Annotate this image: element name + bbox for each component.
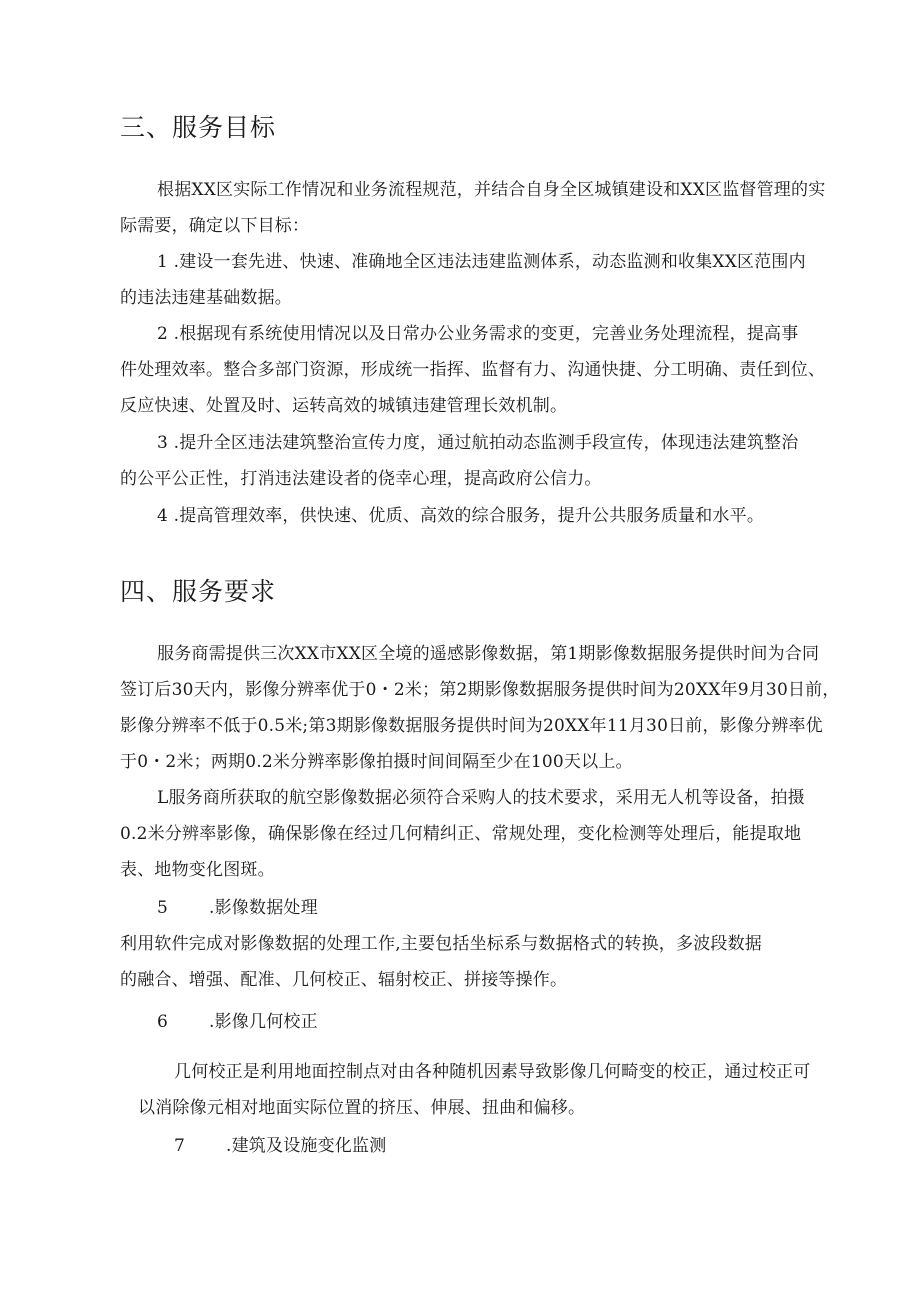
section-3-heading: 三、服务目标 xyxy=(120,113,277,142)
section-4-para-6-line-2: 以消除像元相对地面实际位置的挤压、伸展、扭曲和偏移。 xyxy=(138,1098,586,1118)
item-6-heading xyxy=(157,1010,318,1034)
section-4-para-6-line-1: 几何校正是利用地面控制点对由各种随机因素导致影像几何畸变的校正，通过校正可 xyxy=(174,1062,811,1082)
section-3-intro-line-2: 际需要，确定以下目标： xyxy=(120,216,310,236)
section-4-para-2-line-1: L服务商所获取的航空影像数据必须符合采购人的技术要求，采用无人机等设备，拍摄 xyxy=(157,788,805,808)
goal-3-line-1: 3 .提升全区违法建筑整治宣传力度，通过航拍动态监测手段宣传，体现违法建筑整治 xyxy=(157,433,799,453)
goal-2-line-1: 2 .根据现有系统使用情况以及日常办公业务需求的变更，完善业务处理流程，提高事 xyxy=(157,324,799,344)
section-4-para-1-line-2: 签订后30天内，影像分辨率优于0・2米；第2期影像数据服务提供时间为20XX年9月30日前， xyxy=(120,680,840,700)
section-4-para-2-line-2: 0.2米分辨率影像，确保影像在经过几何精纠正、常规处理，变化检测等处理后，能提取地 xyxy=(120,824,802,844)
goal-3-line-2: 的公平公正性，打消违法建设者的侥幸心理，提高政府公信力。 xyxy=(120,469,602,489)
section-4-para-2-line-3: 表、地物变化图斑。 xyxy=(120,860,275,880)
goal-2-line-3: 反应快速、处置及时、运转高效的城镇违建管理长效机制。 xyxy=(120,396,568,416)
item-7-heading xyxy=(174,1134,386,1158)
item-5-heading xyxy=(157,896,318,920)
section-4-para-1-line-4: 于0・2米；两期0.2米分辨率影像拍摄时间间隔至少在100天以上。 xyxy=(120,752,633,772)
item-7-number: 7 xyxy=(174,1136,186,1156)
goal-4-line-1: 4 .提高管理效率，供快速、优质、高效的综合服务，提升公共服务质量和水平。 xyxy=(157,506,765,526)
item-6-title: .影像几何校正 xyxy=(209,1012,318,1032)
item-7-title: .建筑及设施变化监测 xyxy=(226,1136,387,1156)
item-6-number: 6 xyxy=(157,1012,169,1032)
goal-1-line-2: 的违法违建基础数据。 xyxy=(120,288,292,308)
section-4-para-5-line-1: 利用软件完成对影像数据的处理工作,主要包括坐标系与数据格式的转换，多波段数据 xyxy=(120,934,763,954)
section-3-intro-line-1: 根据XX区实际工作情况和业务流程规范，并结合自身全区城镇建设和XX区监督管理的实 xyxy=(157,180,826,200)
section-4-heading: 四、服务要求 xyxy=(120,577,277,606)
item-5-title: .影像数据处理 xyxy=(209,898,318,918)
goal-1-line-1: 1 .建设一套先进、快速、准确地全区违法违建监测体系，动态监测和收集XX区范围内 xyxy=(157,252,806,272)
item-5-number: 5 xyxy=(157,898,169,918)
section-4-para-1-line-3: 影像分辨率不低于0.5米;第3期影像数据服务提供时间为20XX年11月30日前，影像分辨率优 xyxy=(120,716,823,736)
goal-2-line-2: 件处理效率。整合多部门资源，形成统一指挥、监督有力、沟通快捷、分工明确、责任到位、 xyxy=(120,360,826,380)
section-4-para-5-line-2: 的融合、增强、配准、几何校正、辐射校正、拼接等操作。 xyxy=(120,970,568,990)
section-4-para-1-line-1: 服务商需提供三次XX市XX区全境的遥感影像数据，第1期影像数据服务提供时间为合同 xyxy=(157,644,820,664)
